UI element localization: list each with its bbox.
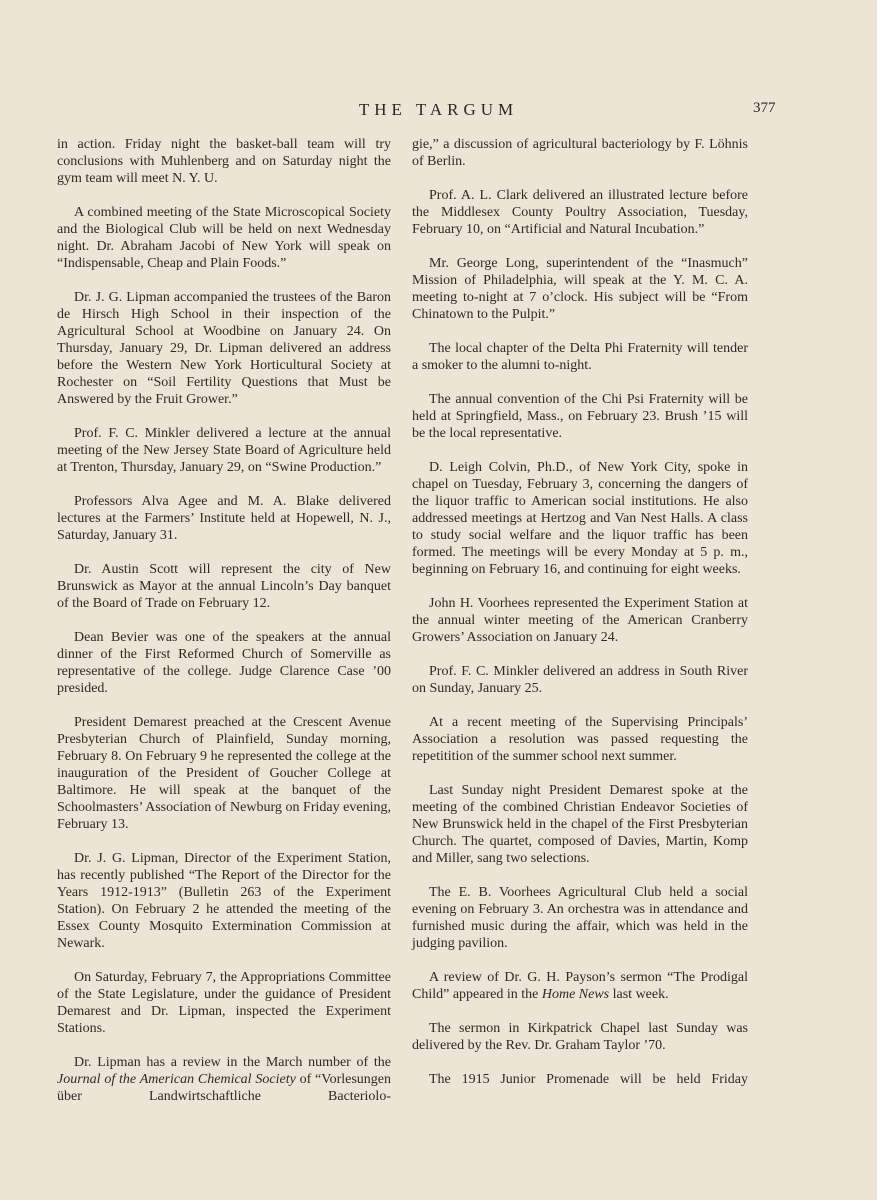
- text-span: last week.: [609, 987, 669, 1002]
- paragraph: Prof. A. L. Clark delivered an illustrated lecture before the Middlesex County Poultry Association, Tuesday, February 10, on “Artificial and Natural Incubation.”: [412, 188, 748, 237]
- paragraph: Dr. J. G. Lipman, Director of the Experiment Station, has recently published “The Report of the Director for the Years 1912-1913” (Bulletin 263 of the Experiment Station). On February 2 he attended the meeting of the Essex County Mosquito Extermination Commission at Newark.: [57, 851, 391, 951]
- left-column: [57, 136, 391, 1105]
- paragraph: The local chapter of the Delta Phi Fraternity will tender a smoker to the alumni to-night.: [412, 341, 748, 373]
- paragraph: Dr. Austin Scott will represent the city of New Brunswick as Mayor at the annual Lincoln’s Day banquet of the Board of Trade on February 12.: [57, 562, 391, 611]
- paragraph: Prof. F. C. Minkler delivered a lecture at the annual meeting of the New Jersey State Board of Agriculture held at Trenton, Thursday, January 29, on “Swine Production.”: [57, 426, 391, 475]
- paragraph: The E. B. Voorhees Agricultural Club held a social evening on February 3. An orchestra was in attendance and furnished music during the affair, which was held in the judging pavilion.: [412, 885, 748, 951]
- paragraph: A combined meeting of the State Microscopical Society and the Biological Club will be held on next Wednesday night. Dr. Abraham Jacobi of New York will speak on “Indispensable, Cheap and Plain Foods.”: [57, 205, 391, 271]
- paragraph: Dr. J. G. Lipman accompanied the trustees of the Baron de Hirsch High School in their inspection of the Agricultural School at Woodbine on January 24. On Thursday, January 29, Dr. Lipman delivered an address before the Western New York Horticultural Society at Rochester on “Soil Fertility Questions that Must be Answered by the Fruit Grower.”: [57, 290, 391, 407]
- journal-title: Journal of the American Chemical Society: [57, 1072, 296, 1087]
- paragraph: [412, 969, 748, 1003]
- text-span: of “Vorlesungen über Landwirtschaftliche Bacteriolo-: [57, 1072, 392, 1104]
- page-number: 377: [753, 100, 776, 116]
- right-column: [412, 136, 748, 1088]
- paragraph: Dean Bevier was one of the speakers at the annual dinner of the First Reformed Church of Somerville as representative of the college. Judge Clarence Case ’00 presided.: [57, 630, 391, 696]
- paragraph: Last Sunday night President Demarest spoke at the meeting of the combined Christian Endeavor Societies of New Brunswick held in the chapel of the First Presbyterian Church. The quartet, composed of Davies, Martin, Komp and Miller, sang two selections.: [412, 783, 748, 866]
- paragraph: Prof. F. C. Minkler delivered an address in South River on Sunday, January 25.: [412, 664, 748, 696]
- paragraph: The annual convention of the Chi Psi Fraternity will be held at Springfield, Mass., on February 23. Brush ’15 will be the local representative.: [412, 392, 748, 441]
- paragraph: gie,” a discussion of agricultural bacteriology by F. Löhnis of Berlin.: [412, 137, 748, 169]
- text-span: A review of Dr. G. H. Payson’s sermon “The Prodigal Child” appeared in the: [412, 970, 748, 1002]
- paragraph: The 1915 Junior Promenade will be held Friday: [429, 1072, 748, 1087]
- text-span: Dr. Lipman has a review in the March number of the: [74, 1055, 391, 1070]
- paragraph: in action. Friday night the basket-ball team will try conclusions with Muhlenberg and on Saturday night the gym team will meet N. Y. U.: [57, 137, 391, 186]
- paragraph: Professors Alva Agee and M. A. Blake delivered lectures at the Farmers’ Institute held at Hopewell, N. J., Saturday, January 31.: [57, 494, 391, 543]
- paragraph: [57, 1054, 391, 1105]
- paragraph: D. Leigh Colvin, Ph.D., of New York City, spoke in chapel on Tuesday, February 3, concerning the dangers of the liquor traffic to American social institutions. He also addressed meetings at Hertzog and Van Nest Halls. A class to study social welfare and the liquor traffic has been formed. The meetings will be every Monday at 5 p. m., beginning on February 16, and continuing for eight weeks.: [412, 460, 748, 577]
- page-header-title: THE TARGUM: [358, 100, 519, 119]
- paragraph: The sermon in Kirkpatrick Chapel last Sunday was delivered by the Rev. Dr. Graham Taylor ’70.: [412, 1021, 748, 1053]
- newspaper-title: Home News: [541, 987, 610, 1002]
- paragraph: Mr. George Long, superintendent of the “Inasmuch” Mission of Philadelphia, will speak at the Y. M. C. A. meeting to-night at 7 o’clock. His subject will be “From Chinatown to the Pulpit.”: [412, 256, 748, 322]
- paragraph: John H. Voorhees represented the Experiment Station at the annual winter meeting of the American Cranberry Growers’ Association on January 24.: [412, 596, 748, 645]
- paragraph: On Saturday, February 7, the Appropriations Committee of the State Legislature, under the guidance of President Demarest and Dr. Lipman, inspected the Experiment Stations.: [57, 970, 391, 1036]
- paragraph: At a recent meeting of the Supervising Principals’ Association a resolution was passed requesting the repetitition of the summer school next summer.: [412, 715, 748, 764]
- paragraph: President Demarest preached at the Crescent Avenue Presbyterian Church of Plainfield, Sunday morning, February 8. On February 9 he represented the college at the inauguration of the President of Goucher College at Baltimore. He will speak at the banquet of the Schoolmasters’ Association of Newburg on Friday evening, February 13.: [57, 715, 391, 832]
